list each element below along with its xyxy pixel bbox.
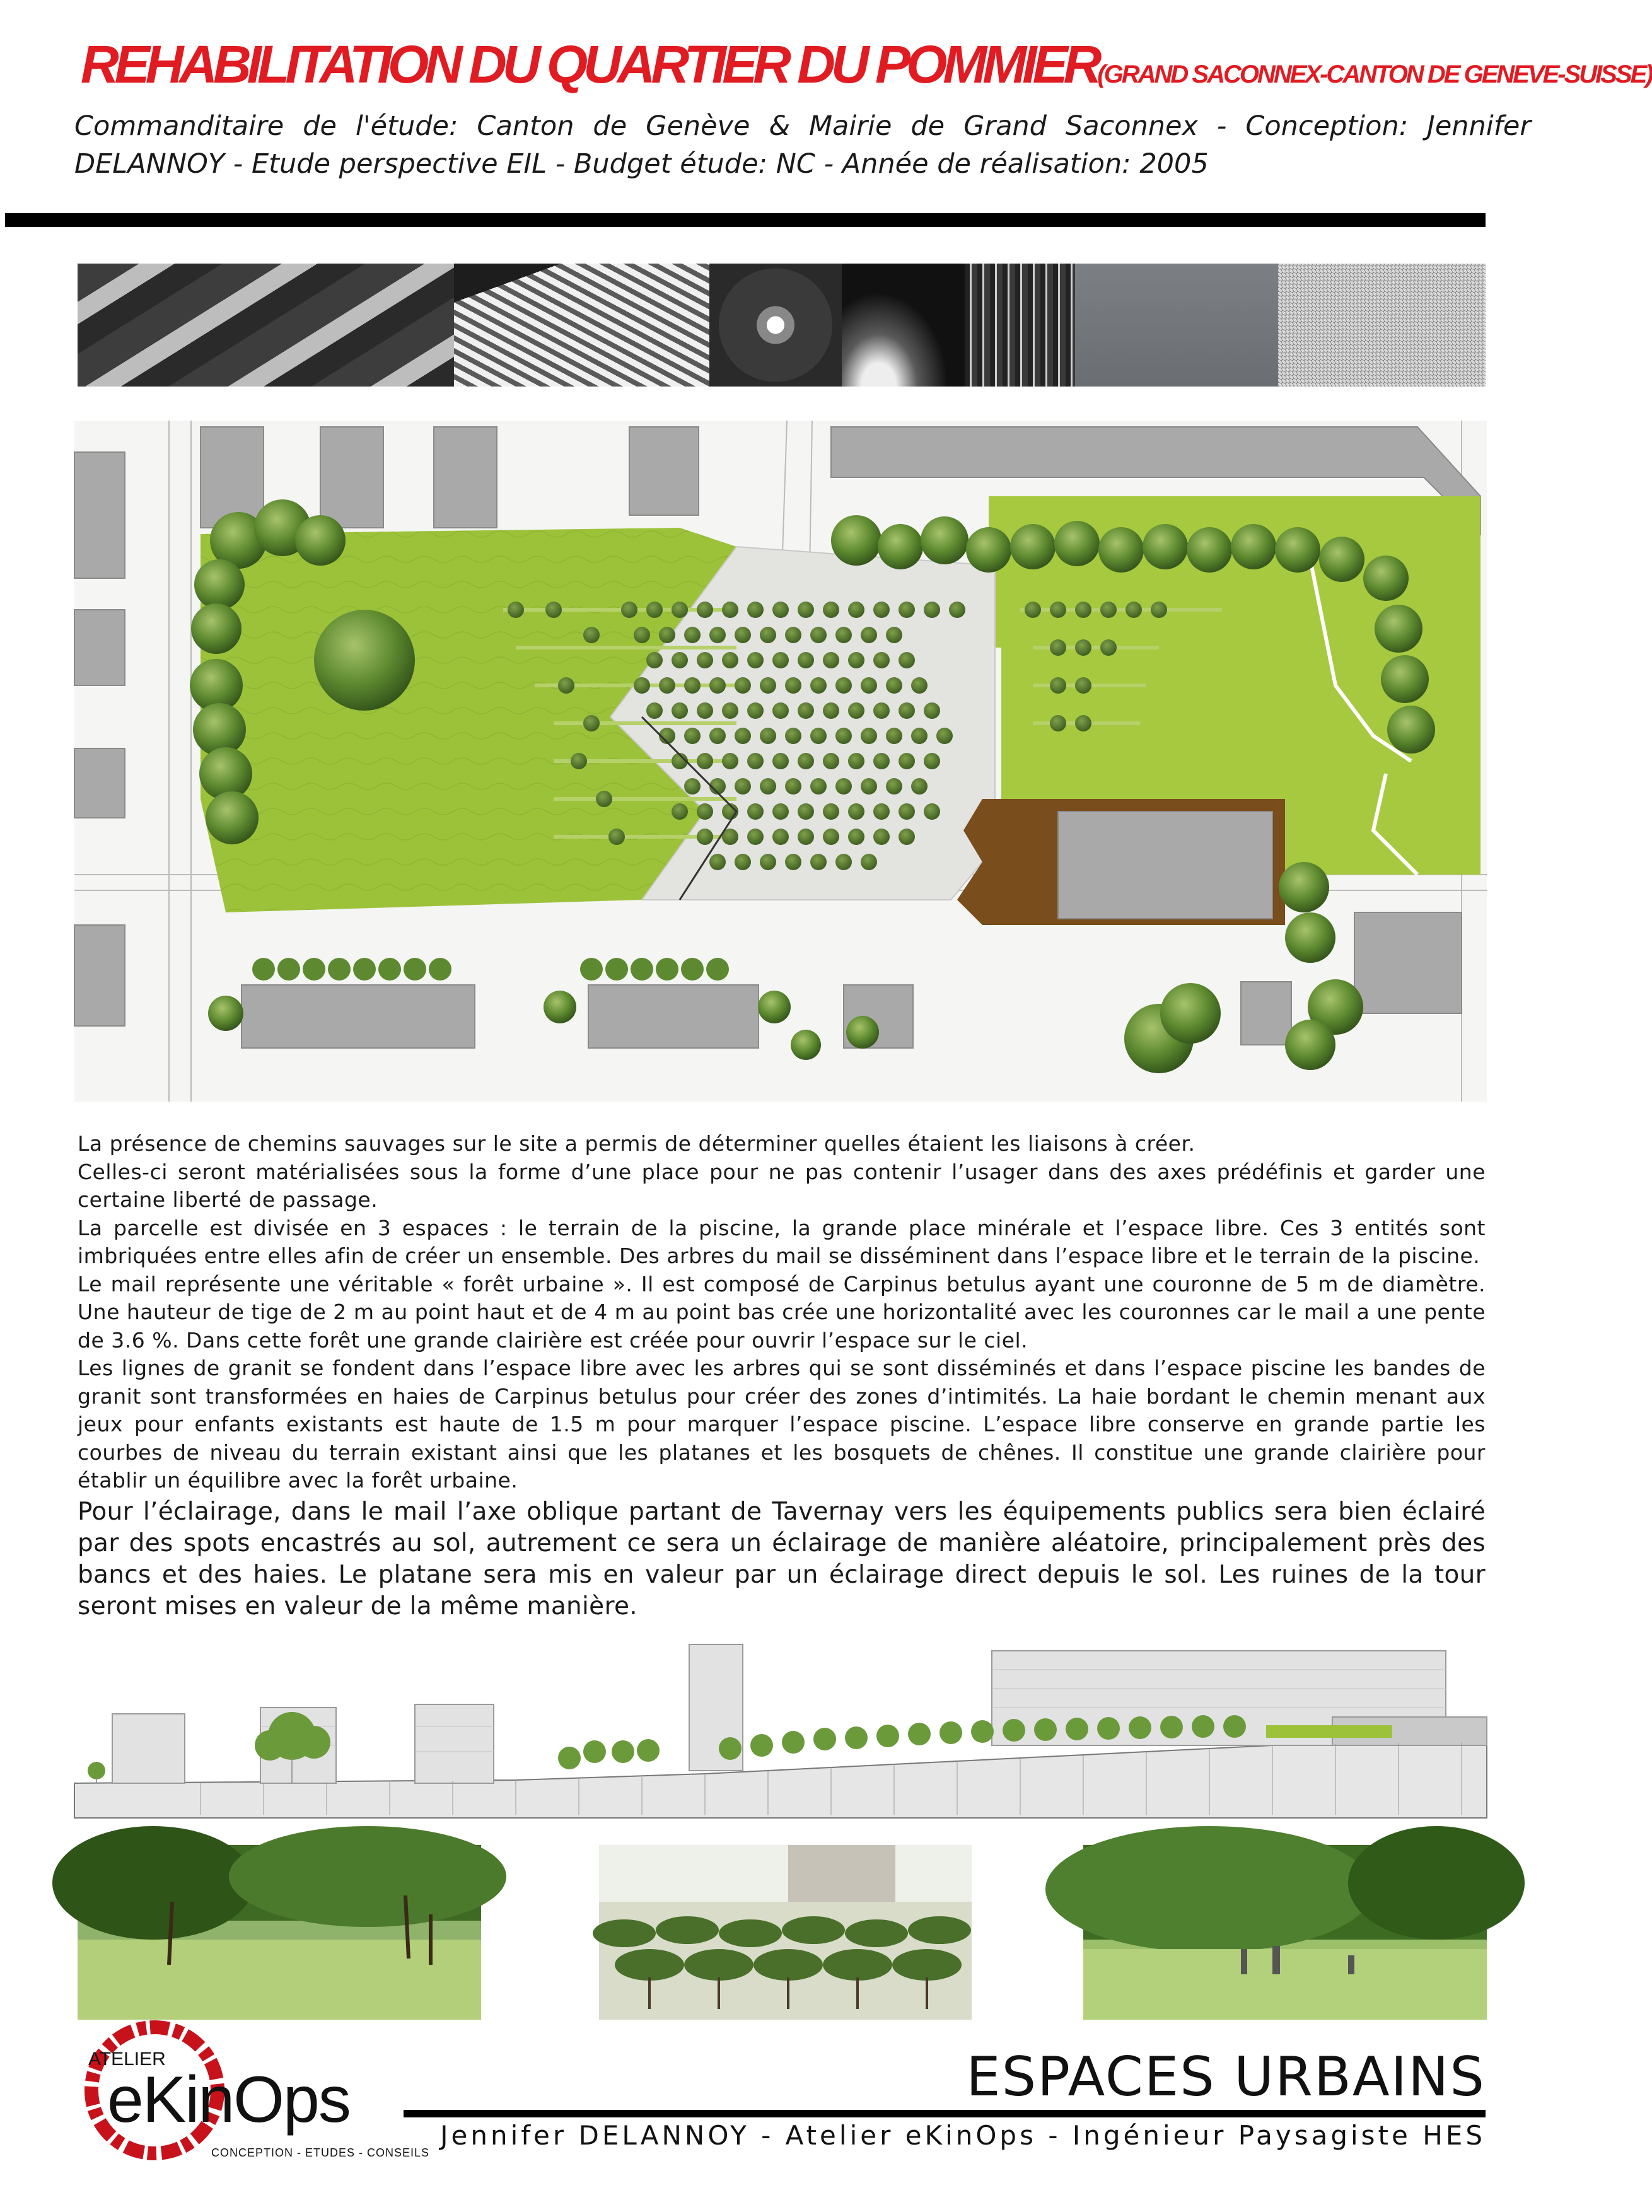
svg-text:ATELIER: ATELIER (88, 2049, 166, 2069)
mood-granite (1278, 264, 1486, 387)
footer-rule (404, 2110, 1486, 2117)
paragraph-urban-forest: Le mail représente une véritable « forêt urbaine ». Il est composé de Carpinus betulus ayant une couronne de 5 m de diamètre. Une hauteur de tige de 2 m au point haut et de 4 m au point bas crée une horizontalité avec les couronnes car le mail a une pente de 3.6 %. Dans cette forêt une grande clairière est créée pour ouvrir l’espace sur le ciel. (78, 1271, 1486, 1353)
svg-text:eKinOps: eKinOps (107, 2063, 350, 2136)
description-text (78, 1130, 1486, 1622)
svg-text:CONCEPTION - ETUDES - CONSEILS: CONCEPTION - ETUDES - CONSEILS (211, 2146, 430, 2159)
author-credit: Jennifer DELANNOY - Atelier eKinOps - Ingénieur Paysagiste HES (440, 2120, 1486, 2151)
paragraph-granite: Les lignes de granit se fondent dans l’espace libre avec les arbres qui se sont disséminés et dans l’espace piscine les bandes de granit sont transformées en haies de Carpinus betulus pour créer des zones d’intimités. La haie bordant le chemin menant aux jeux pour enfants existants est haute de 1.5 m pour marquer l’espace piscine. L’espace libre conserve en grande partie les courbes de niveau du terrain existant ainsi que les platanes et les bosquets de chênes. Il constitue une grande clairière pour établir un équilibre avec la forêt urbaine. (78, 1356, 1486, 1493)
paragraph-lighting: Pour l’éclairage, dans le mail l’axe oblique partant de Tavernay vers les équipements publics sera bien éclairé par des spots encastrés au sol, autrement ce sera un éclairage de manière aléatoire, principalement près des bancs et des haies. Le platane sera mis en valeur par un éclairage direct depuis le sol. Les ruines de la tour seront mises en valeur de la même manière. (78, 1497, 1486, 1621)
material-moodboard (78, 264, 1486, 387)
site-plan (74, 421, 1487, 1102)
mood-slate (1075, 264, 1278, 387)
site-section (74, 1632, 1487, 1818)
atelier-ekinops-logo (69, 2021, 430, 2179)
header-rule (5, 213, 1486, 227)
title-main: REHABILITATION DU QUARTIER DU POMMIER (81, 35, 1098, 94)
photo-park-lawn (78, 1845, 481, 2020)
mood-bench (454, 264, 709, 387)
paragraph-spaces: La parcelle est divisée en 3 espaces : le terrain de la piscine, la grande place minérale et l’espace libre. Ces 3 entités sont imbriquées entre elles afin de créer un ensemble. Des arbres du mail se disséminent dans l’espace libre et le terrain de la piscine. (78, 1215, 1486, 1268)
mood-ground-spot (709, 264, 842, 387)
page-title (81, 26, 1652, 102)
mood-paving-stripes (78, 264, 454, 387)
photo-tree-grid-plaza (599, 1845, 972, 2020)
mood-uplight (842, 264, 965, 387)
paragraph-plaza: Celles-ci seront matérialisées sous la forme d’une place pour ne pas contenir l’usager dans des axes prédéfinis et garder une certaine liberté de passage. (78, 1159, 1486, 1212)
title-location: (GRAND SACONNEX-CANTON DE GENEVE-SUISSE) (1097, 61, 1652, 88)
photo-open-meadow (1083, 1845, 1487, 2020)
paragraph-paths: La présence de chemins sauvages sur le site a permis de déterminer quelles étaient les liaisons à créer. (78, 1131, 1195, 1156)
project-subtitle: Commanditaire de l'étude: Canton de Genève & Mairie de Grand Saconnex - Conception: Jennifer DELANNOY - Etude perspective EIL - Budget étude: NC - Année de réalisation: 2005 (74, 110, 1531, 180)
mood-night-trees (965, 264, 1075, 387)
section-heading: ESPACES URBAINS (966, 2046, 1486, 2109)
